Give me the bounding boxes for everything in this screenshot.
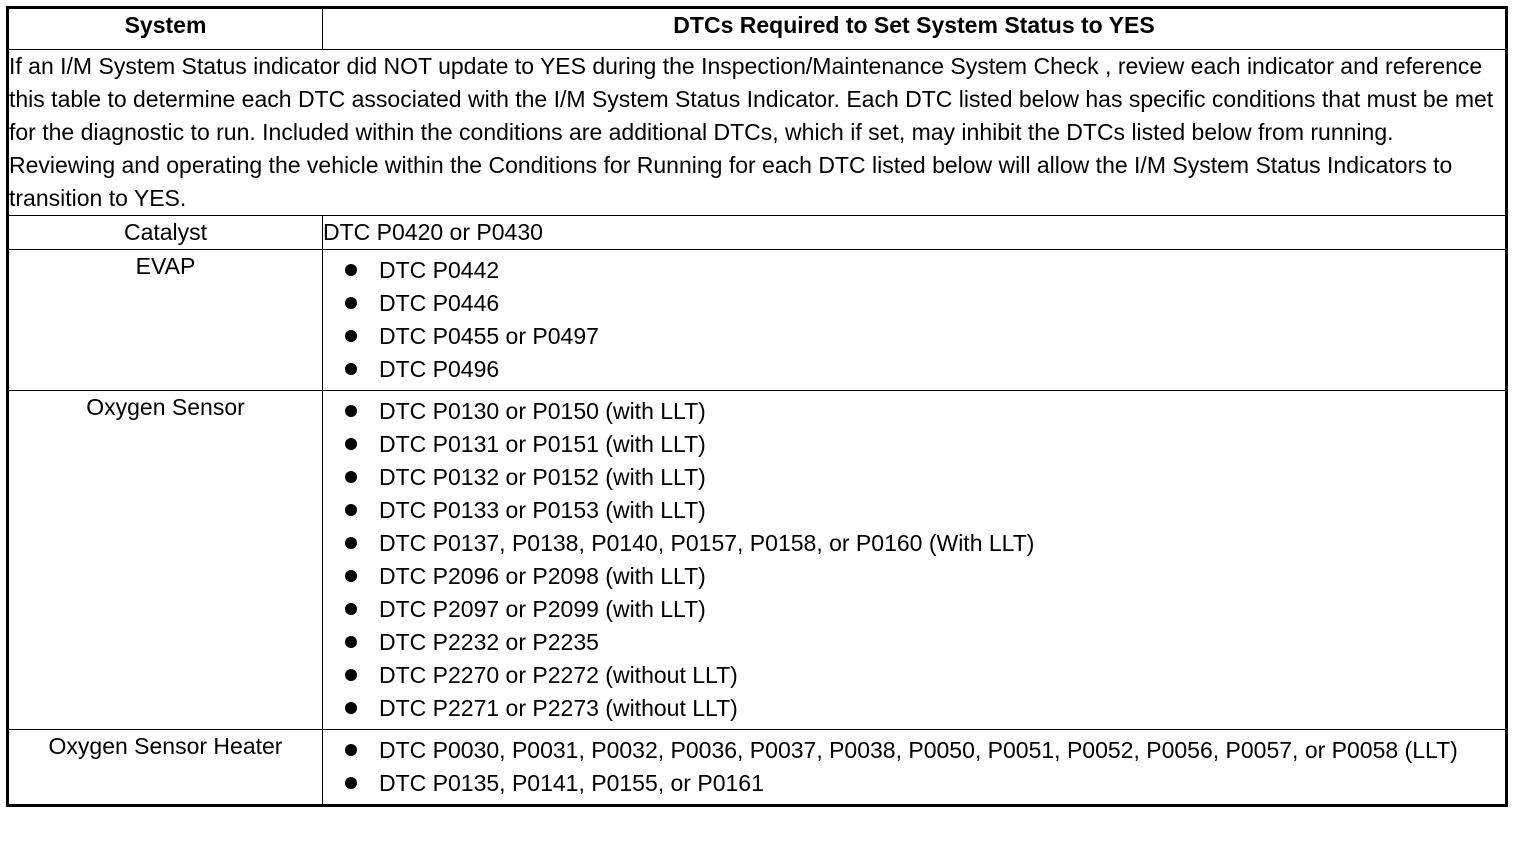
- bullet-icon: [345, 405, 357, 417]
- bullet-icon: [345, 471, 357, 483]
- dtc-item: DTC P0137, P0138, P0140, P0157, P0158, or P0160 (With LLT): [379, 530, 1035, 556]
- list-item: [323, 692, 1491, 725]
- dtc-item: DTC P0131 or P0151 (with LLT): [379, 431, 706, 457]
- table-row: [8, 730, 1507, 806]
- list-item: [323, 494, 1491, 527]
- dtc-item: DTC P0446: [379, 290, 500, 316]
- list-item: [323, 353, 1491, 386]
- dtc-item: DTC P2271 or P2273 (without LLT): [379, 695, 738, 721]
- bullet-icon: [345, 330, 357, 342]
- bullet-icon: [345, 297, 357, 309]
- bullet-icon: [345, 264, 357, 276]
- list-item: [323, 287, 1491, 320]
- dtc-list-oxygen-sensor-heater: [323, 730, 1507, 806]
- list-item: [323, 593, 1491, 626]
- intro-row: [8, 50, 1507, 216]
- list-item: [323, 461, 1491, 494]
- dtc-item: DTC P0455 or P0497: [379, 323, 599, 349]
- dtc-item: DTC P0132 or P0152 (with LLT): [379, 464, 706, 490]
- bullet-icon: [345, 363, 357, 375]
- table-row: [8, 250, 1507, 391]
- dtc-item: DTC P0133 or P0153 (with LLT): [379, 497, 706, 523]
- header-system: System: [8, 8, 323, 50]
- system-oxygen-sensor: Oxygen Sensor: [8, 391, 323, 730]
- bullet-icon: [345, 537, 357, 549]
- list-item: [323, 560, 1491, 593]
- dtc-item: DTC P2270 or P2272 (without LLT): [379, 662, 738, 688]
- dtc-list-evap: [323, 250, 1507, 391]
- table-row: [8, 216, 1507, 250]
- header-dtcs: DTCs Required to Set System Status to YES: [323, 8, 1507, 50]
- system-catalyst: Catalyst: [8, 216, 323, 250]
- list-item: [323, 395, 1491, 428]
- bullet-icon: [345, 504, 357, 516]
- dtc-item: DTC P2097 or P2099 (with LLT): [379, 596, 706, 622]
- dtc-item: DTC P0442: [379, 257, 500, 283]
- list-item: [323, 659, 1491, 692]
- bullet-icon: [345, 570, 357, 582]
- list-item: [323, 428, 1491, 461]
- dtc-item: DTC P0496: [379, 356, 500, 382]
- dtc-list-oxygen-sensor: [323, 391, 1507, 730]
- list-item: [323, 626, 1491, 659]
- bullet-icon: [345, 744, 357, 756]
- dtc-item: DTC P0135, P0141, P0155, or P0161: [379, 770, 764, 796]
- system-evap: EVAP: [8, 250, 323, 391]
- bullet-icon: [345, 777, 357, 789]
- dtc-item: DTC P2096 or P2098 (with LLT): [379, 563, 706, 589]
- list-item: [323, 734, 1491, 767]
- table-row: [8, 391, 1507, 730]
- dtc-catalyst: DTC P0420 or P0430: [323, 216, 1507, 250]
- dtc-item: DTC P0030, P0031, P0032, P0036, P0037, P0038, P0050, P0051, P0052, P0056, P0057, or P0058 (LLT): [379, 737, 1458, 763]
- system-oxygen-sensor-heater: Oxygen Sensor Heater: [8, 730, 323, 806]
- bullet-icon: [345, 636, 357, 648]
- dtc-item: DTC P2232 or P2235: [379, 629, 599, 655]
- intro-text: If an I/M System Status indicator did NOT update to YES during the Inspection/Maintenance System Check , review each indicator and reference this table to determine each DTC associated with the I/M System Status Indicator. Each DTC listed below has specific conditions that must be met for the diagnostic to run. Included within the conditions are additional DTCs, which if set, may inhibit the DTCs listed below from running. Reviewing and operating the vehicle within the Conditions for Running for each DTC listed below will allow the I/M System Status Indicators to transition to YES.: [8, 50, 1507, 216]
- dtc-item: DTC P0130 or P0150 (with LLT): [379, 398, 706, 424]
- dtc-table: [6, 6, 1508, 807]
- bullet-icon: [345, 669, 357, 681]
- bullet-icon: [345, 702, 357, 714]
- bullet-icon: [345, 438, 357, 450]
- list-item: [323, 254, 1491, 287]
- bullet-icon: [345, 603, 357, 615]
- list-item: [323, 527, 1491, 560]
- header-row: [8, 8, 1507, 50]
- list-item: [323, 767, 1491, 800]
- list-item: [323, 320, 1491, 353]
